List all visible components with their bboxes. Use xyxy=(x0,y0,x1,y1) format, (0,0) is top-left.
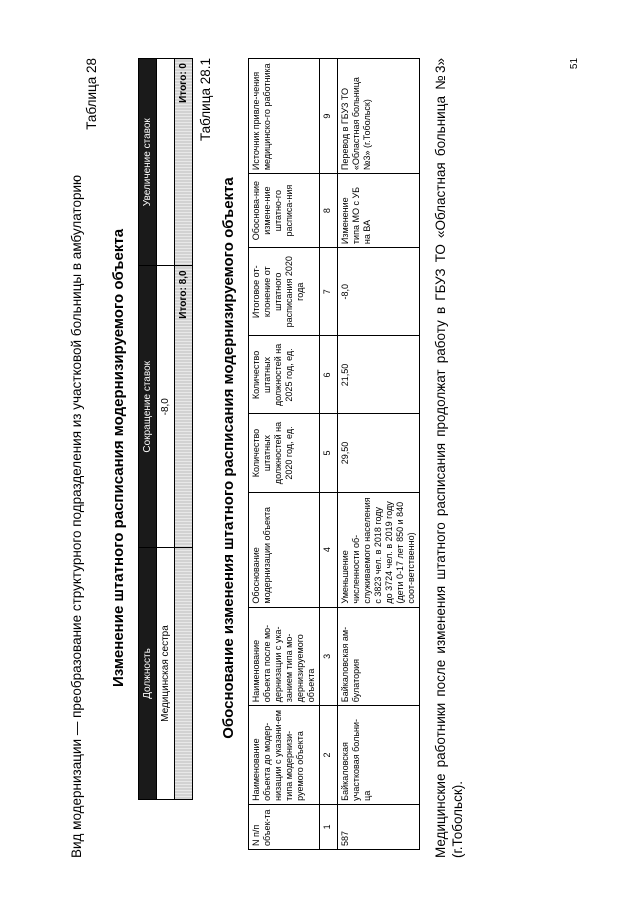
header-col-4: Обоснование модернизации объекта xyxy=(249,492,320,607)
table-28-1-title: Обоснование изменения штатного расписания модернизируемого объекта xyxy=(220,177,237,739)
header-increase: Увеличение ставок xyxy=(139,59,157,266)
total-empty xyxy=(175,548,193,800)
colnum-2: 2 xyxy=(320,706,338,805)
colnum-8: 8 xyxy=(320,174,338,248)
colnum-9: 9 xyxy=(320,59,338,174)
modernization-type-line: Вид модернизации — преобразование структурного подразделения из участковой больницы в амбулаторию xyxy=(69,174,84,858)
cell-object-number: 587 xyxy=(338,804,420,849)
table-28-1-data-row xyxy=(338,59,420,850)
cell-justification: Уменьшение численности об-служиваемого населения с 3823 чел. в 2018 году до 3724 чел. в 2019 году (дети 0-17 лет 850 и 840 соот-ветственно) xyxy=(338,492,420,607)
colnum-6: 6 xyxy=(320,336,338,414)
cell-deviation: -8,0 xyxy=(338,248,420,336)
cell-staff-2025: 21,50 xyxy=(338,336,420,414)
colnum-1: 1 xyxy=(320,804,338,849)
rotated-document xyxy=(64,58,504,858)
header-position: Должность xyxy=(139,548,157,800)
table-28-total-row xyxy=(175,59,193,800)
header-col-9: Источник привле-чения медицинско-го работника xyxy=(249,59,320,174)
page-number: 51 xyxy=(568,57,580,70)
table-28-1-label: Таблица 28.1 xyxy=(198,58,213,141)
header-col-8: Обоснова-ние измене-ние штатно-го расписа-ния xyxy=(249,174,320,248)
cell-increase xyxy=(157,59,175,266)
header-col-1: N п/п объек-та xyxy=(249,804,320,849)
cell-name-before: Байкаловская участковая больни-ца xyxy=(338,706,420,805)
colnum-5: 5 xyxy=(320,414,338,492)
total-increase: Итого: 0 xyxy=(175,59,193,266)
table-28-1-number-row xyxy=(320,59,338,850)
cell-position: Медицинская сестра xyxy=(157,548,175,800)
header-col-3: Наименование объекта после мо-дернизации с ука-занием типа мо-дернизируемого объекта xyxy=(249,607,320,706)
table-28-1 xyxy=(248,58,420,850)
table-28-header-row xyxy=(139,59,157,800)
header-col-7: Итоговое от-клонение от штатного расписания 2020 года xyxy=(249,248,320,336)
table-28-1-header-row xyxy=(249,59,320,850)
table-28-row xyxy=(157,59,175,800)
header-col-2: Наименование объекта до модер-низации с указани-ем типа модернизи-руемого объекта xyxy=(249,706,320,805)
total-reduction: Итого: 8,0 xyxy=(175,266,193,548)
colnum-3: 3 xyxy=(320,607,338,706)
cell-staff-2020: 29,50 xyxy=(338,414,420,492)
header-col-6: Количество штатных должностей на 2025 год, ед. xyxy=(249,336,320,414)
cell-change-reason: Изменение типа МО с УБ на ВА xyxy=(338,174,420,248)
cell-reduction: -8,0 xyxy=(157,266,175,548)
cell-name-after: Байкаловская ам-булатория xyxy=(338,607,420,706)
header-reduction: Сокращение ставок xyxy=(139,266,157,548)
table-28-label: Таблица 28 xyxy=(84,58,99,130)
header-col-5: Количество штатных должностей на 2020 год, ед. xyxy=(249,414,320,492)
colnum-7: 7 xyxy=(320,248,338,336)
table-28 xyxy=(138,58,193,800)
footer-paragraph: Медицинские работники после изменения штатного расписания продолжат работу в ГБУЗ ТО «Областная больница №3» (г.Тобольск). xyxy=(433,58,465,858)
colnum-4: 4 xyxy=(320,492,338,607)
table-28-title: Изменение штатного расписания модернизируемого объекта xyxy=(110,228,127,688)
cell-worker-source: Перевод в ГБУЗ ТО «Областная больница №3» (г.Тобольск) xyxy=(338,59,420,174)
